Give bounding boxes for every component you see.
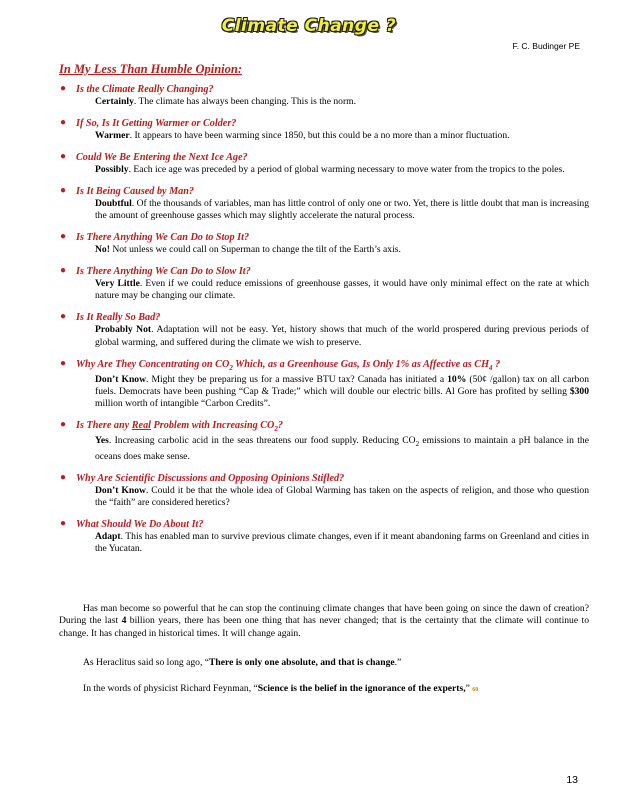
bullet-icon: ●	[60, 231, 67, 243]
answer	[76, 164, 589, 176]
question: Is There Anything We Can Do to Stop It?	[76, 232, 250, 244]
document-title: Climate Change ?	[221, 16, 397, 36]
answer-lead: Don’t Know	[95, 484, 146, 496]
answer	[76, 96, 589, 108]
question-text: Problem with Increasing CO	[151, 420, 275, 432]
answer	[76, 278, 589, 303]
answer-text: . Could it be that the whole idea of Global Warming has taken on the aspects of religion, and those who question the “faith” are considered heretics?	[95, 484, 590, 508]
paragraph-text: billion years, there has been one thing that has never changed; that is the certainty that the climate will continue to change. It has changed in historical times. It will change again.	[59, 615, 589, 639]
answer-text: (50¢ /gallon) tax on all carbon fuels. Democrats have been pushing “Cap & Trade;” which will double our electric bills. Al Gore has profited by selling	[95, 373, 589, 397]
answer-text: . The climate has always been changing. This is the norm.	[133, 96, 357, 107]
paragraph-text: In the words of physicist Richard Feynman, “	[83, 683, 258, 694]
qa-list	[59, 84, 589, 565]
list-item	[59, 420, 589, 463]
list-item	[59, 519, 589, 556]
paragraph-text: .”	[394, 657, 402, 668]
bullet-icon: ●	[60, 150, 67, 162]
bullet-icon: ●	[60, 517, 67, 529]
question	[76, 359, 589, 374]
author-name: F. C. Budinger PE	[512, 41, 580, 51]
feynman-quote	[83, 683, 583, 696]
answer-text: million worth of intangible “Carbon Credits”.	[95, 398, 271, 410]
answer-text: . Adaptation will not be easy. Yet, history shows that much of the world prospered during previous periods of global warming, and suffered during the climate we wish to preserve.	[95, 324, 589, 348]
subscript: 4	[489, 363, 493, 372]
quote-text: There is only one absolute, and that is change	[209, 657, 395, 668]
question: Why Are Scientific Discussions and Opposing Opinions Stifled?	[76, 472, 345, 484]
paragraph-text: As Heraclitus said so long ago, “	[83, 657, 210, 668]
answer-lead: Warmer	[95, 129, 130, 141]
answer	[76, 198, 589, 223]
subscript: 2	[229, 363, 233, 372]
question: Is It Really So Bad?	[76, 312, 161, 324]
bullet-icon: ●	[60, 83, 67, 94]
answer-text: Not unless we could call on Superman to change the tilt of the Earth’s axis.	[109, 244, 401, 256]
answer-lead: Adapt	[95, 530, 121, 542]
question-text: Which, as a Greenhouse Gas, Is Only 1% as Affective as CH	[232, 358, 490, 370]
answer-lead: Certainly	[95, 96, 134, 107]
subscript: 2	[274, 425, 278, 434]
list-item	[59, 312, 589, 349]
section-heading: In My Less Than Humble Opinion:	[59, 62, 243, 76]
closing-paragraph	[59, 603, 589, 640]
answer-text: . This has enabled man to survive previous climate changes, even if it meant abandoning farms on Greenland and cities in the Yucatan.	[95, 530, 589, 555]
question-emphasis: Real	[131, 420, 151, 432]
answer-text: . It appears to have been warming since 1850, but this could be a no more than a minor fluctuation.	[129, 129, 510, 141]
subscript: 2	[415, 440, 420, 449]
bullet-icon: ●	[60, 116, 67, 128]
answer	[76, 485, 589, 510]
list-item	[59, 232, 589, 256]
answer-text: . Each ice age was preceded by a period of global warming necessary to move water from the tropics to the poles.	[128, 163, 565, 175]
answer	[76, 435, 589, 463]
answer-emphasis: 10%	[447, 373, 467, 385]
question-text: Is There any	[76, 420, 132, 432]
bullet-icon: ●	[60, 311, 67, 323]
list-item	[59, 359, 589, 411]
bullet-icon: ●	[60, 184, 67, 196]
paragraph-text: ”	[465, 683, 473, 694]
question: Is the Climate Really Changing?	[76, 84, 214, 95]
answer-lead: Very Little	[95, 277, 140, 289]
answer	[76, 244, 589, 256]
question	[76, 420, 589, 435]
answer-text: emissions to maintain a pH balance in the oceans does make sense.	[95, 435, 589, 462]
answer-text: . Might they be preparing us for a massive BTU tax? Canada has initiated a	[146, 373, 448, 385]
question: Could We Be Entering the Next Ice Age?	[76, 151, 248, 163]
answer-lead: Possibly	[95, 163, 129, 175]
page-number: 13	[566, 774, 578, 786]
quote-text: Science is the belief in the ignorance of the experts,	[257, 683, 466, 694]
question: If So, Is It Getting Warmer or Colder?	[76, 117, 237, 129]
bullet-icon: ●	[60, 419, 67, 431]
paragraph-emphasis: 4	[121, 615, 127, 627]
question-text: ?	[277, 420, 283, 432]
list-item	[59, 152, 589, 176]
question: Is There Anything We Can Do to Slow It?	[76, 265, 251, 277]
list-item	[59, 186, 589, 223]
bullet-icon: ●	[60, 357, 67, 369]
bullet-icon: ●	[60, 471, 67, 483]
answer-lead: Doubtful	[95, 197, 132, 209]
answer-lead: Yes	[95, 435, 109, 447]
answer	[76, 324, 589, 349]
reference-number: 60	[472, 687, 479, 693]
heraclitus-quote	[83, 657, 583, 669]
question-text: Why Are They Concentrating on CO	[76, 358, 230, 370]
question-text: ?	[492, 358, 501, 370]
list-item	[59, 84, 589, 108]
answer	[76, 130, 589, 142]
answer-text: . Even if we could reduce emissions of greenhouse gasses, it would have only minimal effect on the rate at which nature may be changing our climate.	[95, 277, 589, 302]
list-item	[59, 473, 589, 510]
bullet-icon: ●	[60, 264, 67, 276]
answer-emphasis: $300	[569, 386, 589, 397]
answer-text: . Of the thousands of variables, man has little control of only one or two. Yet, there is little doubt that man is increasing the amount of greenhouse gasses which may slightly accelerate the natural process.	[95, 197, 590, 222]
paragraph-text: Has man become so powerful that he can stop the continuing climate changes that have been going on since the dawn of creation? During the last	[59, 603, 589, 627]
answer	[76, 531, 589, 556]
answer-text: . Increasing carbolic acid in the seas threatens our food supply. Reducing CO	[108, 435, 416, 447]
question: What Should We Do About It?	[76, 518, 204, 530]
answer-lead: Probably Not	[95, 324, 152, 336]
answer-lead: No!	[95, 244, 110, 256]
list-item	[59, 118, 589, 142]
answer	[76, 374, 589, 411]
question: Is It Being Caused by Man?	[76, 185, 195, 197]
answer-lead: Don’t Know	[95, 373, 147, 385]
list-item	[59, 266, 589, 303]
